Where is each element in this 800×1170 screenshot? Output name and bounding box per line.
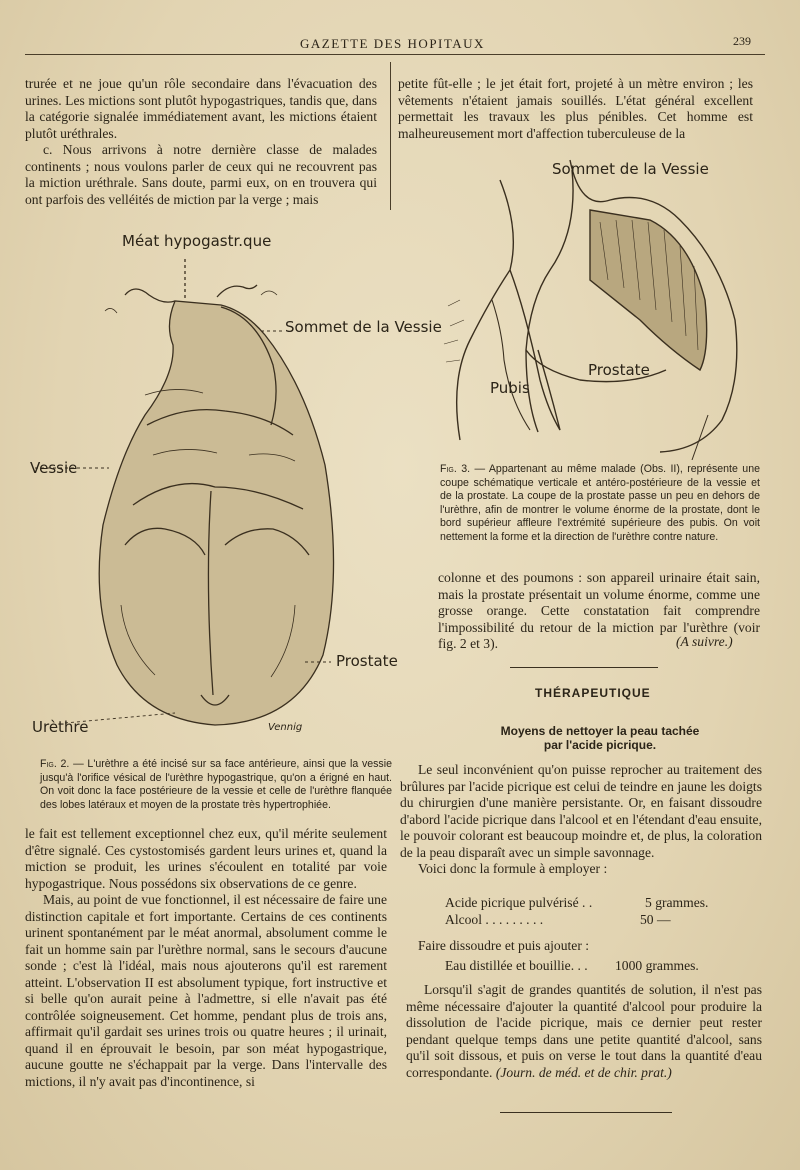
therapeutique-text (400, 762, 762, 878)
fig3-label-prostate: Prostate (588, 361, 650, 379)
right-top-text (398, 76, 753, 142)
formula-row (445, 895, 765, 913)
fig3-caption-lead: Fig. 3. (440, 463, 471, 475)
header-rule (25, 54, 765, 55)
left-bottom-text (25, 826, 387, 1090)
paragraph: Voici donc la formule à employer : (418, 861, 608, 876)
fig2-label-prostate: Prostate (336, 652, 398, 670)
fig2-label-sommet: Sommet de la Vessie (285, 318, 442, 336)
section-divider (510, 667, 658, 668)
fig2-caption (40, 758, 392, 812)
section-heading: THÉRAPEUTIQUE (535, 686, 651, 700)
therapeutique-closing (406, 982, 762, 1081)
closing-text: Lorsqu'il s'agit de grandes quantités de solution, il n'est pas même nécessaire d'ajouter la quantité d'alcool pour produire la dissolution de l'acide picrique, mais ce dernier peut rester pendant quelque temps dans une petite quantité d'alcool, sans qu'il soit dissous, et puis on verse le tout dans la quantité d'eau correspondante. (406, 982, 762, 1080)
paragraph: le fait est tellement exceptionnel chez eux, qu'il mérite seulement d'être signalé. Ces cystostomisés gardent leurs urines et, quand la miction se produit, les urines s'écoulent en totalité par voie hypogastrique. Nous possédons six observations de ce genre. (25, 826, 387, 891)
formula-quantity: 5 grammes. (645, 895, 709, 910)
left-top-text (25, 76, 377, 208)
fig2-label-urethre: Urèthre (32, 718, 89, 736)
fig2-caption-lead: Fig. 2. (40, 758, 70, 770)
end-divider (500, 1112, 672, 1113)
paragraph: petite fût-elle ; le jet était fort, projeté à un mètre environ ; les vêtements n'étaient jamais souillés. L'état général excellent permettait les travaux les plus pénibles. Cet homme est malheureusement mort d'affection tuberculeuse de la (398, 76, 753, 141)
formula-row (445, 912, 765, 930)
fig2-label-meat: Méat hypogastr.que (122, 232, 272, 250)
fig3-label-pubis: Pubis (490, 379, 530, 397)
formula-ingredient: Eau distillée et bouillie. . . (445, 958, 588, 973)
paragraph: Le seul inconvénient qu'on puisse reprocher au traitement des brûlures par l'acide picrique est celui de teindre en jaune les doigts du chirurgien d'une manière persistante. Or, en faisant dissoudre d'abord l'acide picrique dans l'alcool et en l'étendant d'eau ensuite, le pouvoir colorant est beaucoup moindre et, de plus, la coloration de la peau disparaît avec un simple savonnage. (400, 762, 762, 860)
paragraph: Mais, au point de vue fonctionnel, il est nécessaire de faire une distinction capitale et fort importante. Certains de ces continents urinent spontanément par le méat anormal, absolument comme le fait un homme sain par l'urèthre normal, sans le secours d'aucune sonde ; c'est là l'idéal, mais nous ajouterons qu'il est rarement atteint. L'observation II est absolument typique, fort instructive et si belle qu'on aurait peine à l'admettre, si elle n'avait pas été contrôlée soigneusement. Cet homme, pendant plus de trois ans, affirmait qu'il gardait ses urines trois ou quatre heures ; il urinait, quand il en éprouvait le besoin, par son méat hypogastrique, aucune goutte ne s'échappait par la verge. Dans l'intervalle des mictions, il n'y avait pas d'incontinence, si (25, 892, 387, 1089)
figure-3-illustration (430, 150, 760, 460)
formula-quantity: 1000 grammes. (615, 958, 699, 973)
formula-instruction: Faire dissoudre et puis ajouter : (418, 938, 590, 953)
article-subheading (430, 724, 770, 752)
formula-row (445, 958, 765, 976)
fig3-caption-text: — Appartenant au même malade (Obs. II), représente une coupe schématique verticale et antéro-postérieure de la vessie et de la prostate. La coupe de la prostate passe un peu en dehors de l'urèthre, afin de montrer le volume énorme de la prostate, dont le bord supérieur affleure l'extrémité supérieure des pubis. On voit nettement la forme et la direction de l'urèthre contre nature. (440, 463, 760, 543)
fig2-signature: Vennig (268, 722, 303, 733)
formula-ingredient: Acide picrique pulvérisé . . (445, 895, 593, 910)
fig2-caption-text: — L'urèthre a été incisé sur sa face antérieure, ainsi que la vessie jusqu'à l'orifice vésical de l'urèthre hypogastrique, qu'on a érigné en haut. On voit donc la face postérieure de la vessie et celle de l'urèthre flanquée des lobes latéraux et moyen de la prostate très hypertrophiée. (40, 758, 392, 811)
fig2-label-vessie: Vessie (30, 459, 78, 477)
fig3-label-sommet: Sommet de la Vessie (552, 160, 709, 178)
journal-title: GAZETTE DES HOPITAUX (300, 36, 485, 51)
a-suivre: (A suivre.) (676, 634, 733, 649)
subheading-line-2: par l'acide picrique. (543, 738, 657, 752)
column-rule (390, 62, 391, 210)
fig3-caption (440, 463, 760, 545)
journal-reference: (Journ. de méd. et de chir. prat.) (495, 1064, 672, 1080)
formula-quantity: 50 — (640, 912, 671, 927)
formula-ingredient: Alcool . . . . . . . . . (445, 912, 544, 927)
paragraph: colonne et des poumons : son appareil urinaire était sain, mais la prostate présentait un volume énorme, comme une grosse orange. Cette constatation fait comprendre l'impossibilité du retour de la miction par l'urèthre (voir fig. 2 et 3). (438, 570, 760, 651)
paragraph: c. Nous arrivons à notre dernière classe de malades continents ; nous voulons parler de ceux qui ne recouvrent pas la miction uréthrale. Sans doute, parmi eux, on en trouvera qui ont parfois des velléités de miction par la verge ; mais (25, 142, 377, 207)
paragraph (406, 982, 762, 1081)
paragraph: trurée et ne joue qu'un rôle secondaire dans l'évacuation des urines. Les mictions sont plutôt hypogastriques, tandis que, dans la catégorie signalée immédiatement avant, les mictions étaient plutôt uréthrales. (25, 76, 377, 141)
page-number: 239 (733, 34, 751, 48)
subheading-line-1: Moyens de nettoyer la peau tachée (500, 724, 700, 738)
page-header (0, 30, 800, 58)
